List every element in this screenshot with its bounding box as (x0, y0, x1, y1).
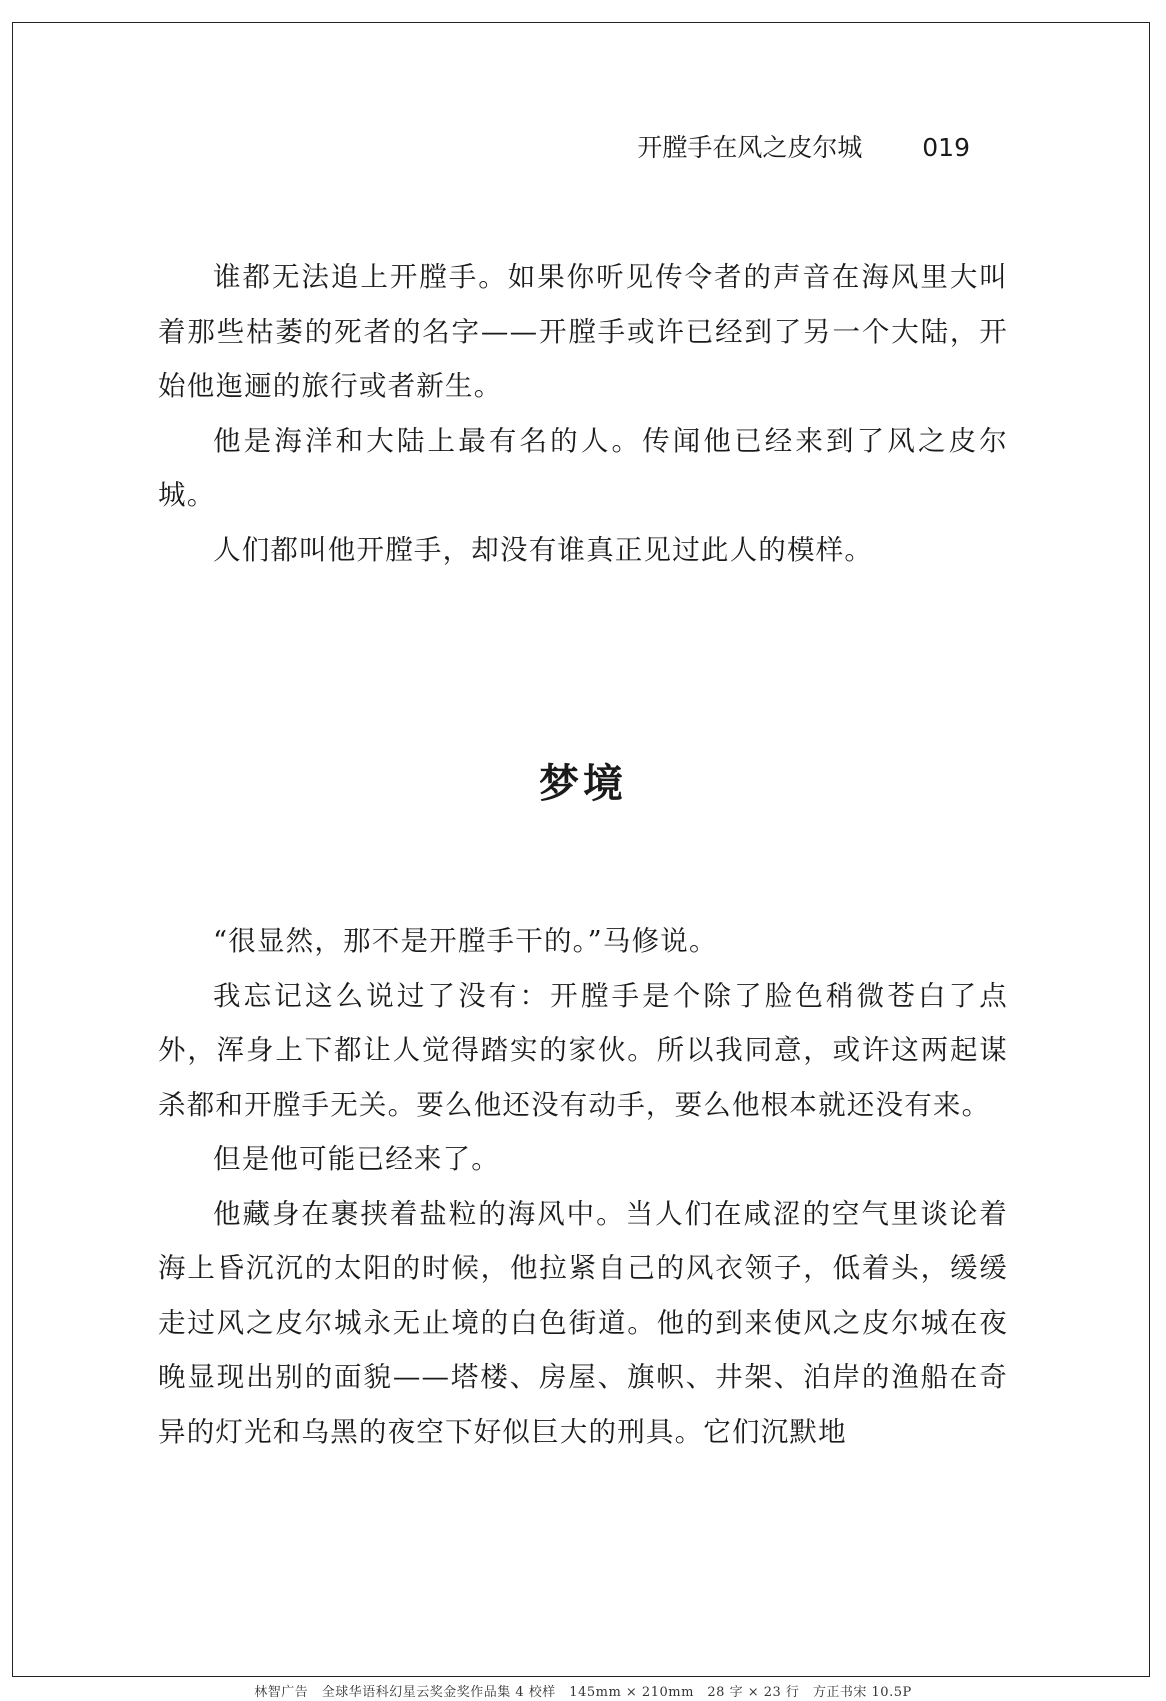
paragraph: 人们都叫他开膛手，却没有谁真正见过此人的模样。 (213, 533, 874, 566)
paragraph: 谁都无法追上开膛手。如果你听见传令者的声音在海风里大叫着那些枯萎的死者的名字——开膛手或许已经到了另一个大陆，开始他迤逦的旅行或者新生。 (158, 261, 1008, 402)
paragraph: “很显然，那不是开膛手干的。”马修说。 (213, 925, 718, 957)
header-title: 开膛手在风之皮尔城 (637, 133, 863, 162)
chapter-title: 梦境 (539, 761, 627, 807)
section-two-body (158, 914, 1008, 1459)
page-number: 019 (922, 133, 970, 162)
paragraph: 但是他可能已经来了。 (213, 1143, 500, 1175)
paragraph: 我忘记这么说过了没有：开膛手是个除了脸色稍微苍白了点外，浑身上下都让人觉得踏实的家伙。所以我同意，或许这两起谋杀都和开膛手无关。要么他还没有动手，要么他根本就还没有来。 (158, 979, 1008, 1121)
print-proof-footer: 林智广告 全球华语科幻星云奖金奖作品集 4 校样 145mm × 210mm 28 字 × 23 行 方正书宋 10.5P (254, 1685, 912, 1700)
running-header (637, 128, 970, 164)
paragraph: 他藏身在裹挟着盐粒的海风中。当人们在咸涩的空气里谈论着海上昏沉沉的太阳的时候，他拉紧自己的风衣领子，低着头，缓缓走过风之皮尔城永无止境的白色街道。他的到来使风之皮尔城在夜晚显现出别的面貌——塔楼、房屋、旗帜、井架、泊岸的渔船在奇异的灯光和乌黑的夜空下好似巨大的刑具。它们沉默地 (158, 1197, 1008, 1448)
section-one-body (158, 250, 1008, 577)
paragraph: 他是海洋和大陆上最有名的人。传闻他已经来到了风之皮尔城。 (158, 424, 1008, 511)
